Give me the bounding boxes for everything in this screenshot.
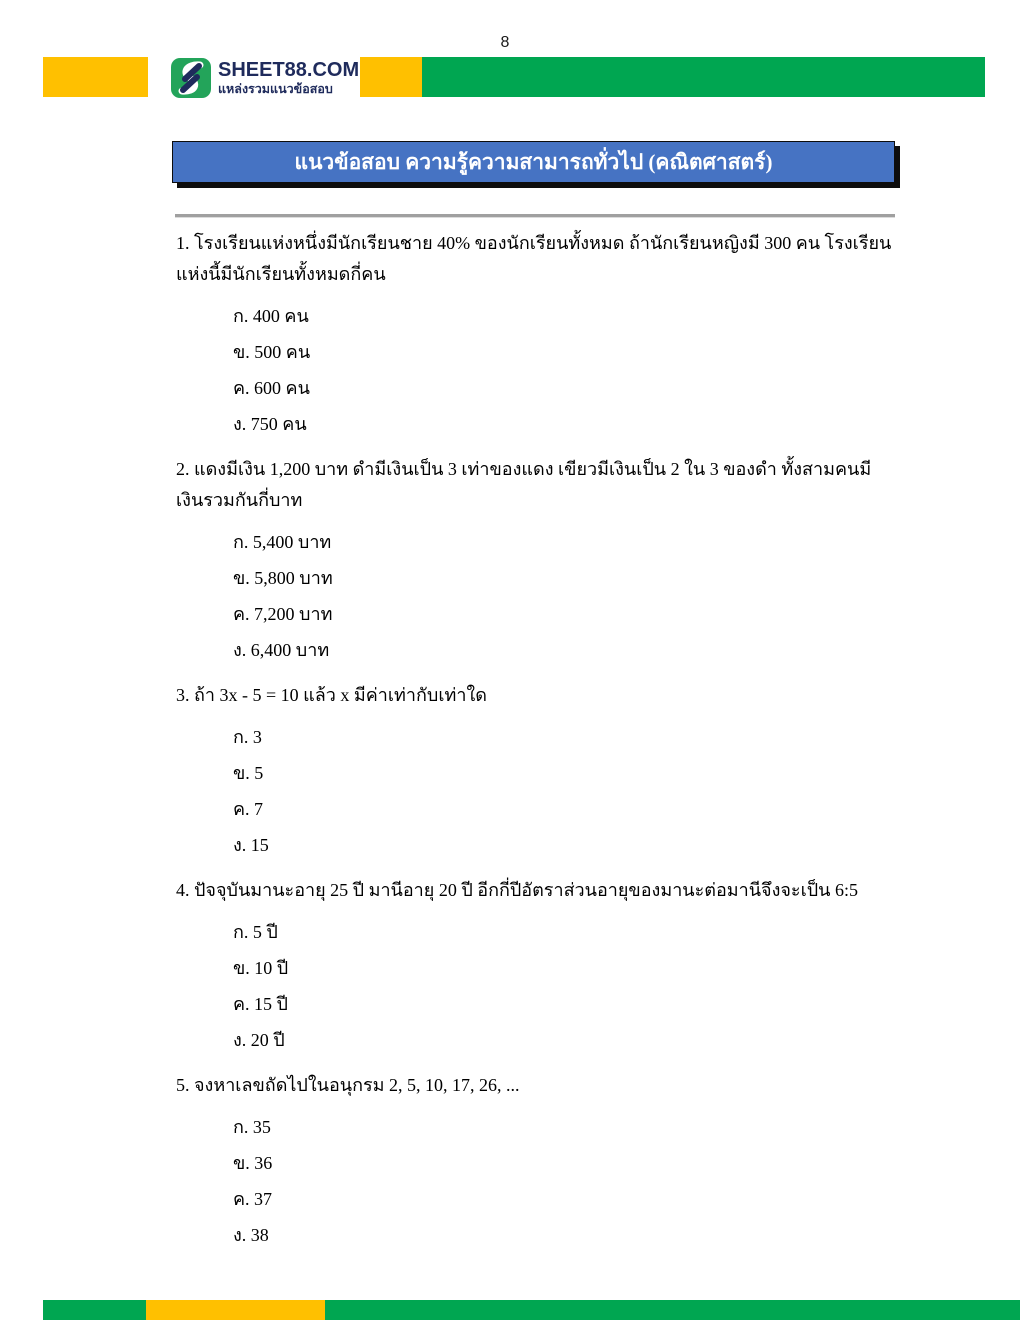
horizontal-divider <box>175 214 895 218</box>
choice-option: ก. 3 <box>233 727 262 747</box>
choice-option: ง. 20 ปี <box>233 1030 285 1050</box>
brand-name: SHEET88.COM <box>218 59 360 82</box>
question-text: 2. แดงมีเงิน 1,200 บาท ดำมีเงินเป็น 3 เท่าของแดง เขียวมีเงินเป็น 2 ใน 3 ของดำ ทั้งสามคนมีเงินรวมกันกี่บาท <box>176 459 872 510</box>
header-green-bar <box>422 57 985 97</box>
footer-yellow-bar <box>146 1300 325 1320</box>
exam-title-banner <box>172 141 895 183</box>
exam-title: แนวข้อสอบ ความรู้ความสามารถทั่วไป (คณิตศาสตร์) <box>294 149 773 174</box>
choice-option: ง. 15 <box>233 835 269 855</box>
choice-option: ก. 5,400 บาท <box>233 532 332 552</box>
choice-option: ข. 10 ปี <box>233 958 289 978</box>
choice-option: ก. 5 ปี <box>233 922 278 942</box>
choice-option: ค. 37 <box>233 1189 273 1209</box>
choice-option: ง. 6,400 บาท <box>233 640 330 660</box>
choice-option: ข. 5,800 บาท <box>233 568 333 588</box>
choice-option: ก. 35 <box>233 1117 271 1137</box>
choice-option: ข. 500 คน <box>233 342 311 362</box>
choice-option: ข. 36 <box>233 1153 273 1173</box>
brand-logo <box>171 57 359 99</box>
choice-option: ก. 400 คน <box>233 306 309 326</box>
choice-option: ง. 38 <box>233 1225 269 1245</box>
page-number: 8 <box>500 34 510 51</box>
question-text: 1. โรงเรียนแห่งหนึ่งมีนักเรียนชาย 40% ของนักเรียนทั้งหมด ถ้านักเรียนหญิงมี 300 คน โรงเรียนแห่งนี้มีนักเรียนทั้งหมดกี่คน <box>176 233 892 284</box>
choice-option: ค. 7,200 บาท <box>233 604 333 624</box>
footer-green-bar-left <box>43 1300 146 1320</box>
choice-option: ค. 600 คน <box>233 378 310 398</box>
questions-area <box>176 228 898 1261</box>
question-text: 3. ถ้า 3x - 5 = 10 แล้ว x มีค่าเท่ากับเท่าใด <box>176 685 487 705</box>
question-text: 5. จงหาเลขถัดไปในอนุกรม 2, 5, 10, 17, 26, ... <box>176 1075 520 1095</box>
header-yellow-bar-right <box>360 57 422 97</box>
choice-option: ค. 7 <box>233 799 264 819</box>
choice-option: ข. 5 <box>233 763 264 783</box>
brand-text <box>218 60 359 96</box>
footer-green-bar-right <box>325 1300 1020 1320</box>
choice-option: ค. 15 ปี <box>233 994 288 1014</box>
header-yellow-bar-left <box>43 57 148 97</box>
choice-option: ง. 750 คน <box>233 414 307 434</box>
question-text: 4. ปัจจุบันมานะอายุ 25 ปี มานีอายุ 20 ปี อีกกี่ปีอัตราส่วนอายุของมานะต่อมานีจึงจะเป็น 6:5 <box>176 880 858 900</box>
sheet88-logo-icon <box>171 58 211 98</box>
brand-tagline: แหล่งรวมแนวข้อสอบ <box>218 82 333 97</box>
